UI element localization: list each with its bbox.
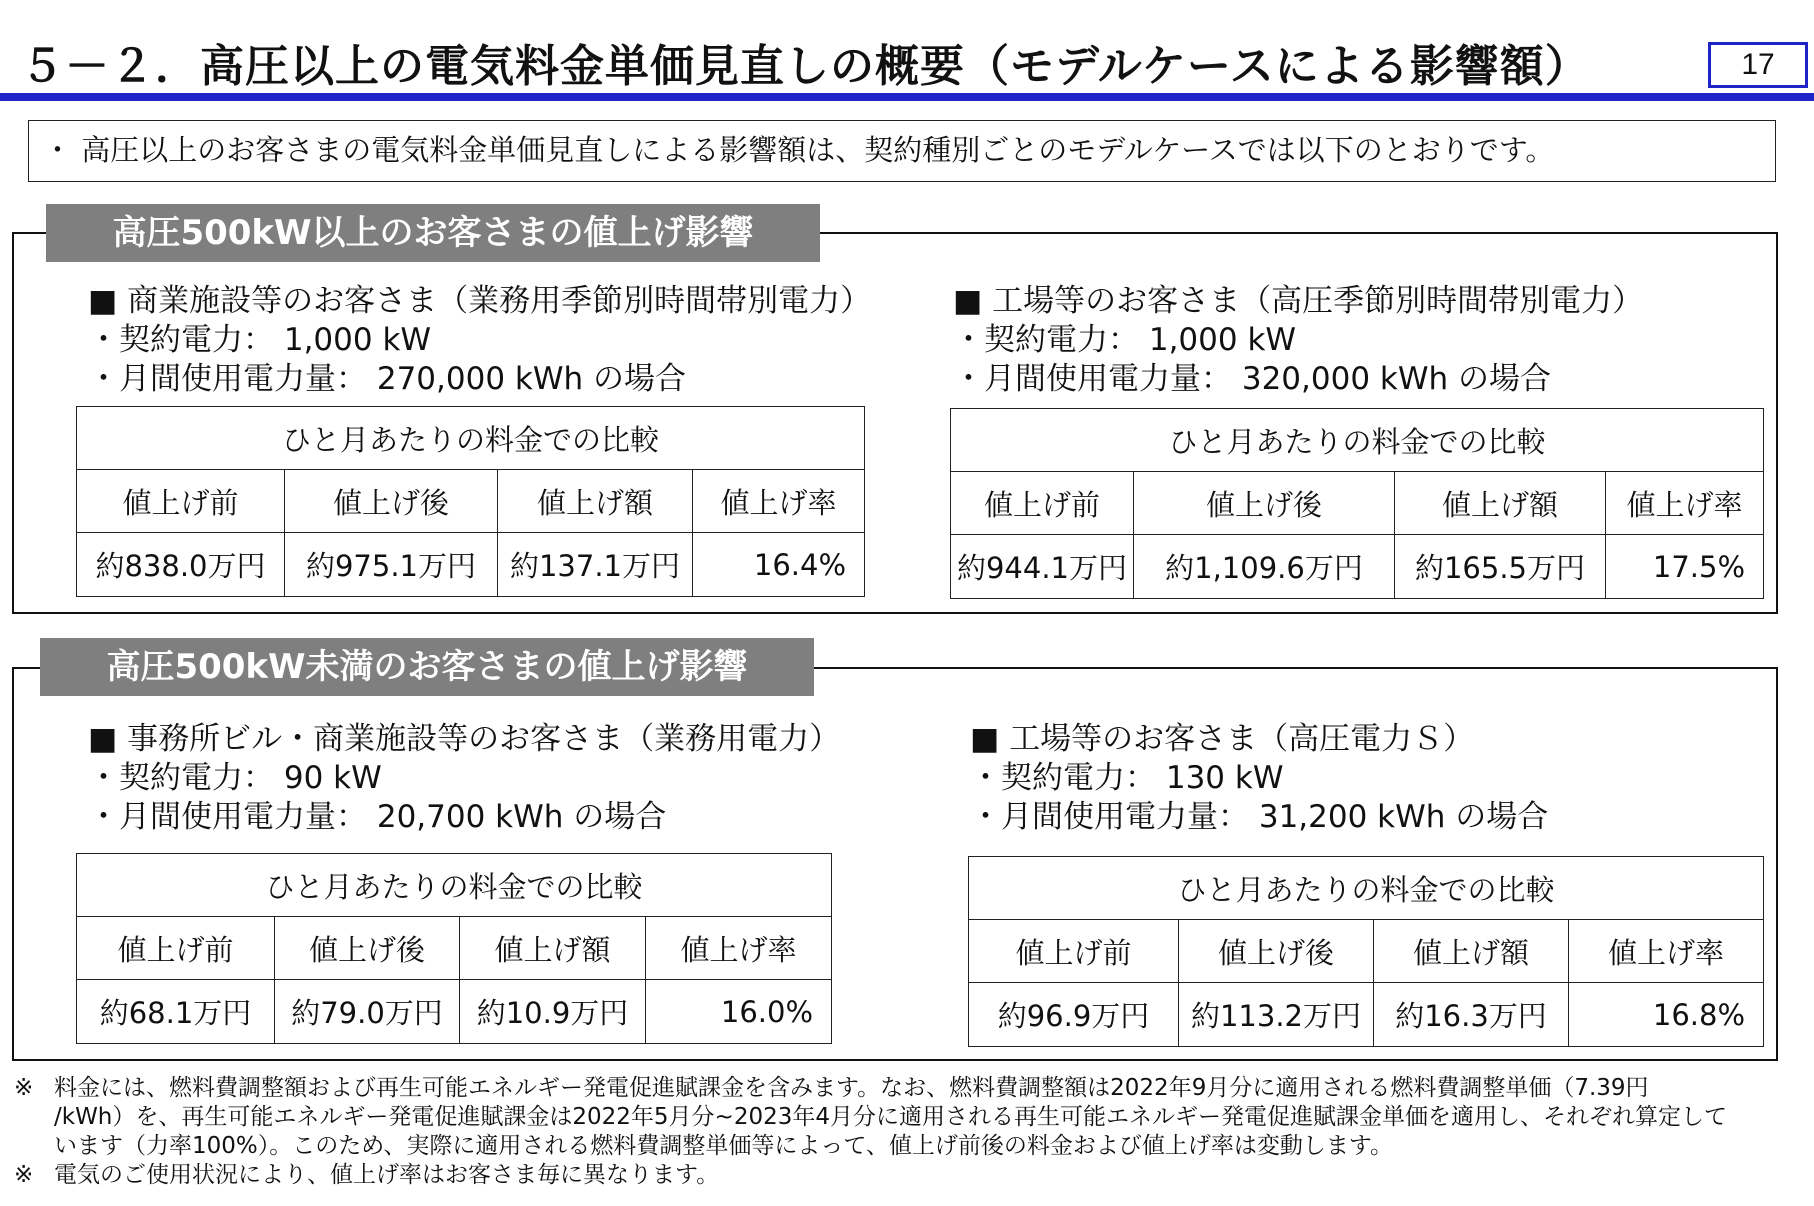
- contract-power: ・契約電力： 90 kW: [88, 760, 382, 796]
- comparison-table: [76, 406, 865, 597]
- case-title: ■ 工場等のお客さま（高圧季節別時間帯別電力）: [953, 283, 1644, 319]
- note-mark: ※: [14, 1162, 34, 1188]
- table-caption: ひと月あたりの料金での比較: [969, 857, 1764, 920]
- header-after: 値上げ後: [1134, 472, 1395, 535]
- header-increase: 値上げ額: [1395, 472, 1606, 535]
- value-increase: 約137.1万円: [498, 533, 693, 597]
- page-number: 17: [1708, 42, 1808, 88]
- case-title: ■ 事務所ビル・商業施設等のお客さま（業務用電力）: [88, 721, 841, 757]
- table-caption: ひと月あたりの料金での比較: [77, 407, 865, 470]
- header-after: 値上げ後: [285, 470, 498, 533]
- header-rate: 値上げ率: [1606, 472, 1764, 535]
- header-rate: 値上げ率: [646, 917, 832, 980]
- header-after: 値上げ後: [275, 917, 460, 980]
- note-line: /kWh）を、再生可能エネルギー発電促進賦課金は2022年5月分~2023年4月分に適用される再生可能エネルギー発電促進賦課金単価を適用し、それぞれ算定して: [54, 1104, 1727, 1130]
- monthly-usage: ・月間使用電力量： 320,000 kWh の場合: [953, 361, 1552, 397]
- header-increase: 値上げ額: [1374, 920, 1569, 983]
- value-increase: 約10.9万円: [460, 980, 646, 1044]
- case-title: ■ 商業施設等のお客さま（業務用季節別時間帯別電力）: [88, 283, 872, 319]
- value-after: 約975.1万円: [285, 533, 498, 597]
- summary-box: ・ 高圧以上のお客さまの電気料金単価見直しによる影響額は、契約種別ごとのモデルケースでは以下のとおりです。: [28, 120, 1776, 182]
- value-before: 約68.1万円: [77, 980, 275, 1044]
- header-before: 値上げ前: [969, 920, 1179, 983]
- value-rate: 16.0%: [646, 980, 832, 1044]
- title-underline: [0, 93, 1814, 101]
- footnote: [10, 1074, 1810, 1161]
- note-line: 電気のご使用状況により、値上げ率はお客さま毎に異なります。: [54, 1162, 720, 1188]
- header-increase: 値上げ額: [498, 470, 693, 533]
- contract-power: ・契約電力： 130 kW: [970, 760, 1284, 796]
- header-before: 値上げ前: [951, 472, 1134, 535]
- note-mark: ※: [14, 1075, 34, 1101]
- value-rate: 17.5%: [1606, 535, 1764, 599]
- value-before: 約944.1万円: [951, 535, 1134, 599]
- value-before: 約96.9万円: [969, 983, 1179, 1047]
- table-caption: ひと月あたりの料金での比較: [951, 409, 1764, 472]
- monthly-usage: ・月間使用電力量： 20,700 kWh の場合: [88, 799, 667, 835]
- header-rate: 値上げ率: [693, 470, 865, 533]
- header-after: 値上げ後: [1179, 920, 1374, 983]
- value-after: 約1,109.6万円: [1134, 535, 1395, 599]
- case-title: ■ 工場等のお客さま（高圧電力Ｓ）: [970, 721, 1475, 757]
- header-before: 値上げ前: [77, 470, 285, 533]
- comparison-table: [968, 856, 1764, 1047]
- header-rate: 値上げ率: [1569, 920, 1764, 983]
- note-line: 料金には、燃料費調整額および再生可能エネルギー発電促進賦課金を含みます。なお、燃料費調整額は2022年9月分に適用される燃料費調整単価（7.39円: [54, 1075, 1649, 1101]
- table-caption: ひと月あたりの料金での比較: [77, 854, 832, 917]
- contract-power: ・契約電力： 1,000 kW: [953, 322, 1297, 358]
- section-heading: 高圧500kW以上のお客さまの値上げ影響: [46, 204, 820, 262]
- header-increase: 値上げ額: [460, 917, 646, 980]
- contract-power: ・契約電力： 1,000 kW: [88, 322, 432, 358]
- note-line: います（力率100%）。このため、実際に適用される燃料費調整単価等によって、値上げ前後の料金および値上げ率は変動します。: [54, 1133, 1394, 1159]
- case-office-building: [88, 720, 840, 837]
- case-factory-s: [970, 720, 1548, 837]
- case-commercial-facility: [88, 282, 871, 399]
- note-body: [54, 1074, 1810, 1161]
- monthly-usage: ・月間使用電力量： 270,000 kWh の場合: [88, 361, 687, 397]
- section-heading: 高圧500kW未満のお客さまの値上げ影響: [40, 638, 814, 696]
- footnotes: [10, 1074, 1810, 1190]
- page-title: ５－２．高圧以上の電気料金単価見直しの概要（モデルケースによる影響額）: [20, 41, 1590, 92]
- value-after: 約79.0万円: [275, 980, 460, 1044]
- value-increase: 約165.5万円: [1395, 535, 1606, 599]
- comparison-table: [950, 408, 1764, 599]
- note-body: [54, 1161, 1810, 1190]
- value-rate: 16.8%: [1569, 983, 1764, 1047]
- value-before: 約838.0万円: [77, 533, 285, 597]
- footnote: [10, 1161, 1810, 1190]
- value-increase: 約16.3万円: [1374, 983, 1569, 1047]
- comparison-table: [76, 853, 832, 1044]
- header-before: 値上げ前: [77, 917, 275, 980]
- value-rate: 16.4%: [693, 533, 865, 597]
- monthly-usage: ・月間使用電力量： 31,200 kWh の場合: [970, 799, 1549, 835]
- case-factory: [953, 282, 1643, 399]
- value-after: 約113.2万円: [1179, 983, 1374, 1047]
